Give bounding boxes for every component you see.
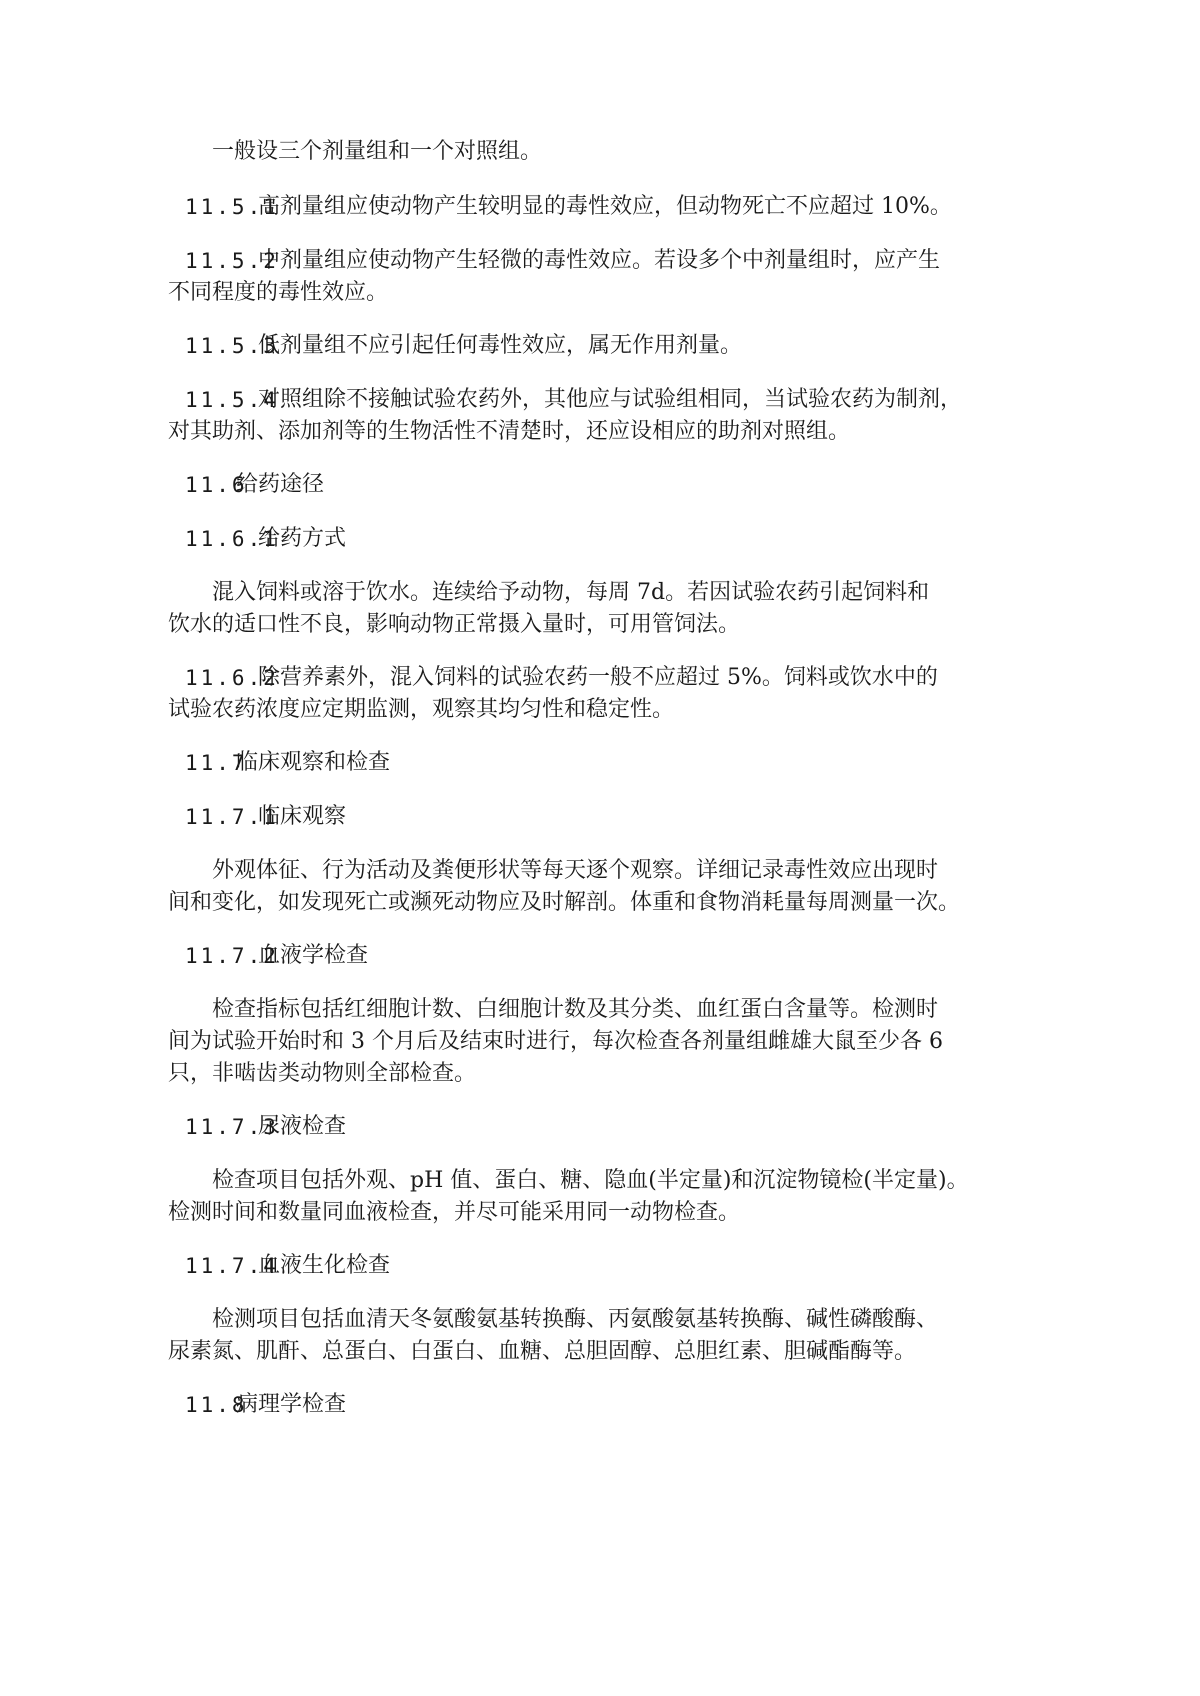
subsection-number: 11.7.4 <box>185 1254 279 1278</box>
line-text: 检测时间和数量同血液检查，并尽可能采用同一动物检查。 <box>168 1200 741 1225</box>
line-text: 检测项目包括血清天冬氨酸氨基转换酶、丙氨酸氨基转换酶、碱性磷酸酶、 <box>212 1307 939 1332</box>
clause-number: 11.5.4 <box>185 388 279 412</box>
clause-text: 对照组除不接触试验农药外，其他应与试验组相同，当试验农药为制剂， <box>258 387 963 412</box>
subsection-title: 给药方式 <box>258 526 347 551</box>
line-text: 试验农药浓度应定期监测，观察其均匀性和稳定性。 <box>168 697 675 722</box>
clause-text: 中剂量组应使动物产生轻微的毒性效应。若设多个中剂量组时，应产生 <box>258 248 941 273</box>
section-number: 11.6 <box>185 473 248 497</box>
line-text: 间和变化，如发现死亡或濒死动物应及时解剖。体重和食物消耗量每周测量一次。 <box>168 890 961 915</box>
line-text: 混入饲料或溶于饮水。连续给予动物，每周 7d。若因试验农药引起饲料和 <box>212 580 930 605</box>
clause-number: 11.6.2 <box>185 666 279 690</box>
clause-number: 11.5.1 <box>185 195 279 219</box>
section-title: 给药途径 <box>236 472 325 497</box>
line-text: 只，非啮齿类动物则全部检查。 <box>168 1061 477 1086</box>
subsection-number: 11.7.3 <box>185 1115 279 1139</box>
clause-text: 除营养素外，混入饲料的试验农药一般不应超过 5%。饲料或饮水中的 <box>258 665 938 690</box>
subsection-title: 临床观察 <box>258 804 347 829</box>
subsection-number: 11.7.1 <box>185 805 279 829</box>
line-text: 一般设三个剂量组和一个对照组。 <box>212 139 543 164</box>
line-text: 检查指标包括红细胞计数、白细胞计数及其分类、血红蛋白含量等。检测时 <box>212 997 939 1022</box>
line-text: 饮水的适口性不良，影响动物正常摄入量时，可用管饲法。 <box>168 612 741 637</box>
subsection-title: 血液学检查 <box>258 943 369 968</box>
clause-number: 11.5.2 <box>185 249 279 273</box>
subsection-number: 11.7.2 <box>185 944 279 968</box>
section-title: 病理学检查 <box>236 1392 347 1417</box>
line-text: 检查项目包括外观、pH 值、蛋白、糖、隐血(半定量)和沉淀物镜检(半定量)。 <box>212 1168 969 1193</box>
clause-text: 高剂量组应使动物产生较明显的毒性效应，但动物死亡不应超过 10%。 <box>258 194 952 219</box>
line-text: 外观体征、行为活动及粪便形状等每天逐个观察。详细记录毒性效应出现时 <box>212 858 939 883</box>
subsection-title: 尿液检查 <box>258 1114 347 1139</box>
subsection-number: 11.6.1 <box>185 527 279 551</box>
section-number: 11.7 <box>185 751 248 775</box>
clause-number: 11.5.3 <box>185 334 279 358</box>
line-text: 尿素氮、肌酐、总蛋白、白蛋白、血糖、总胆固醇、总胆红素、胆碱酯酶等。 <box>168 1339 917 1364</box>
clause-text: 低剂量组不应引起任何毒性效应，属无作用剂量。 <box>258 333 743 358</box>
section-number: 11.8 <box>185 1393 248 1417</box>
line-text: 对其助剂、添加剂等的生物活性不清楚时，还应设相应的助剂对照组。 <box>168 419 851 444</box>
subsection-title: 血液生化检查 <box>258 1253 391 1278</box>
section-title: 临床观察和检查 <box>236 750 391 775</box>
line-text: 间为试验开始时和 3 个月后及结束时进行，每次检查各剂量组雌雄大鼠至少各 6 <box>168 1029 943 1054</box>
line-text: 不同程度的毒性效应。 <box>168 280 389 305</box>
